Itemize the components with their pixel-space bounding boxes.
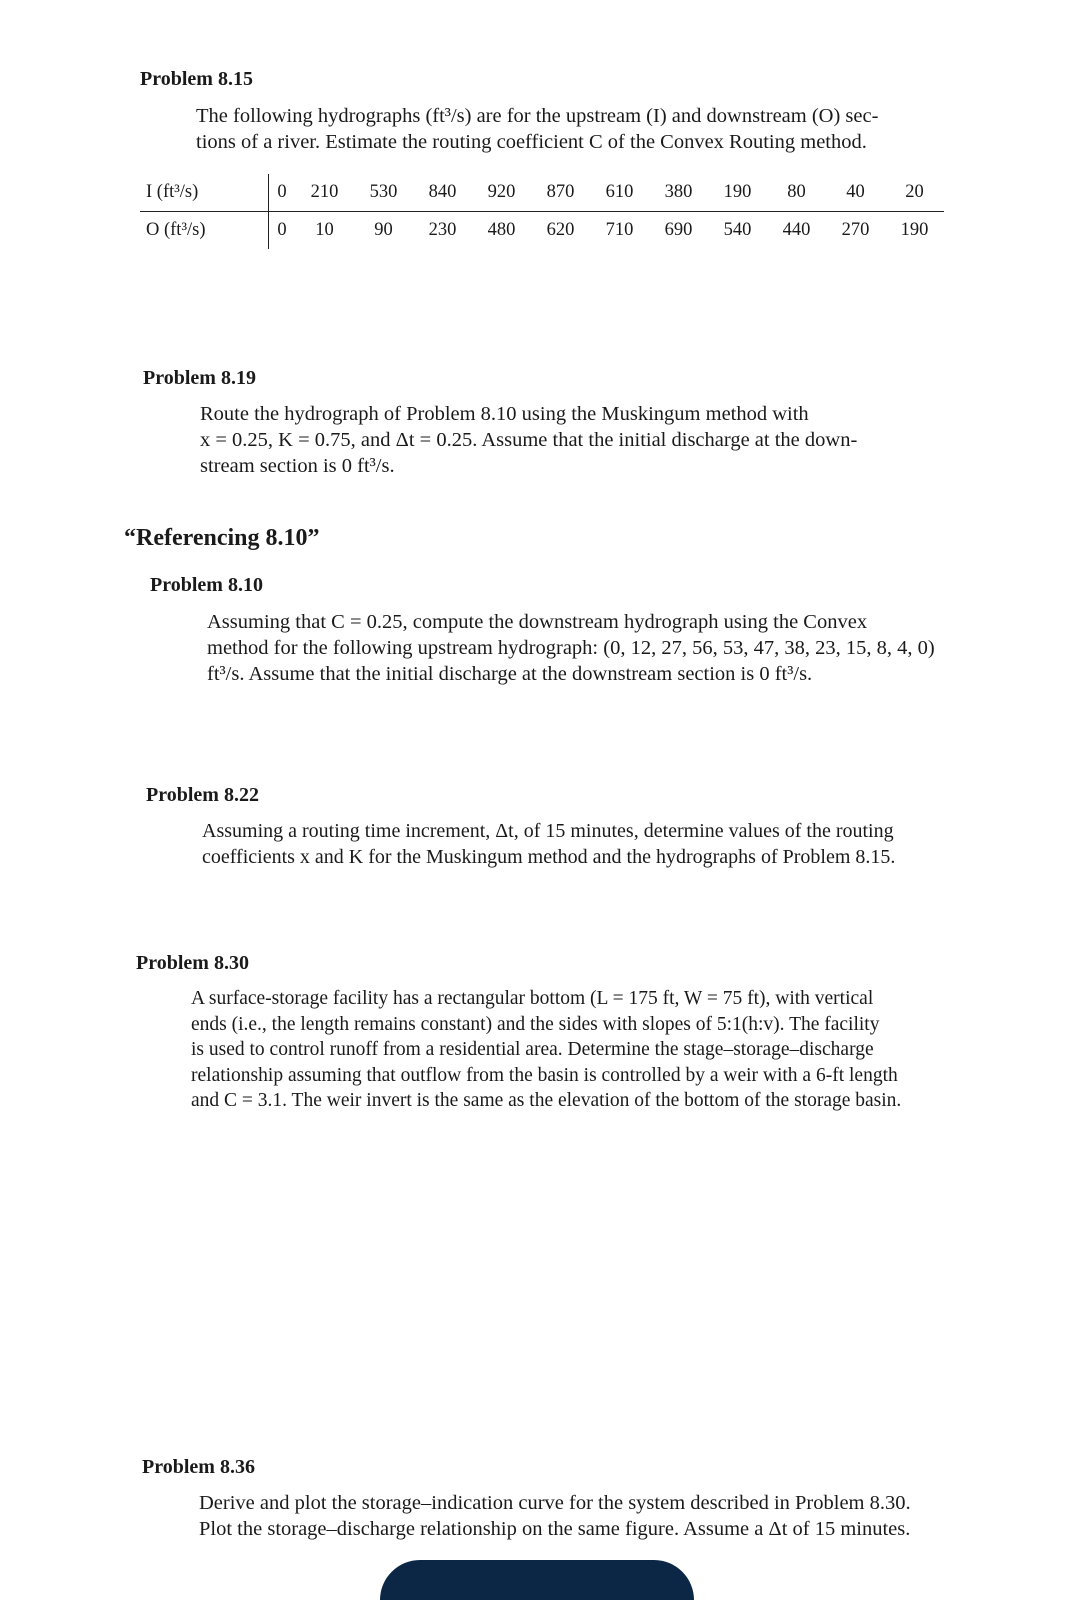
outflow-value: 440: [782, 220, 811, 240]
inflow-value: 920: [472, 174, 531, 212]
problem-8-19-heading: Problem 8.19: [143, 367, 256, 389]
inflow-label: I (ft³/s): [140, 174, 269, 212]
problem-8-22-heading: Problem 8.22: [146, 784, 259, 806]
inflow-value: 210: [295, 174, 354, 212]
problem-8-19-text: [200, 401, 997, 479]
inflow-value: 870: [531, 174, 590, 212]
hydrograph-table: [140, 174, 944, 249]
problem-8-10-heading: Problem 8.10: [150, 574, 263, 596]
problem-8-36-line-1: Derive and plot the storage–indication curve for the system described in Problem 8.30.: [199, 1492, 911, 1514]
referencing-heading: “Referencing 8.10”: [124, 525, 320, 551]
problem-8-30-line-3: is used to control runoff from a residential area. Determine the stage–storage–discharge: [191, 1039, 874, 1060]
problem-8-10-line-1: Assuming that C = 0.25, compute the downstream hydrograph using the Convex: [207, 611, 868, 633]
inflow-value: 20: [885, 174, 944, 212]
problem-8-30-heading: Problem 8.30: [136, 952, 249, 974]
problem-8-22-text: [202, 818, 895, 870]
problem-8-22-line-2: coefficients x and K for the Muskingum method and the hydrographs of Problem 8.15.: [202, 846, 896, 868]
problem-8-36-text: [199, 1490, 911, 1542]
outflow-value: 0: [269, 212, 296, 250]
inflow-value: 40: [826, 174, 885, 212]
problem-8-15-line-1: The following hydrographs (ft³/s) are for the upstream (I) and downstream (O) sec-: [196, 105, 879, 127]
inflow-value: 0: [269, 174, 296, 212]
inflow-value: 80: [767, 174, 826, 212]
problem-8-22-line-1: Assuming a routing time increment, Δt, of 15 minutes, determine values of the routing: [202, 820, 894, 842]
outflow-value: 270: [841, 220, 870, 240]
problem-8-36-line-2: Plot the storage–discharge relationship on the same figure. Assume a Δt of 15 minutes.: [199, 1518, 911, 1540]
inflow-value: 190: [708, 174, 767, 212]
outflow-label: O (ft³/s): [146, 220, 206, 240]
problem-8-30-text: [191, 986, 901, 1114]
inflow-value: 380: [649, 174, 708, 212]
problem-8-30-line-4: relationship assuming that outflow from the basin is controlled by a weir with a 6-ft length: [191, 1064, 898, 1086]
outflow-value: 690: [664, 220, 693, 240]
inflow-value: 840: [413, 174, 472, 212]
problem-8-19-line-2: x = 0.25, K = 0.75, and Δt = 0.25. Assume that the initial discharge at the down-: [200, 429, 858, 451]
outflow-value: 90: [374, 220, 393, 240]
problem-8-30-line-1: A surface-storage facility has a rectangular bottom (L = 175 ft, W = 75 ft), with vertical: [191, 988, 874, 1009]
problem-8-10-line-2: method for the following upstream hydrograph: (0, 12, 27, 56, 53, 47, 38, 23, 15, 8, 4, 0): [207, 637, 935, 659]
outflow-row: [140, 212, 944, 250]
outflow-value: 480: [487, 220, 516, 240]
bottom-bar: [380, 1560, 694, 1600]
problem-8-30-line-2: ends (i.e., the length remains constant) and the sides with slopes of 5:1(h:v). The facility: [191, 1013, 880, 1035]
inflow-value: 530: [354, 174, 413, 212]
problem-8-10-line-3: ft³/s. Assume that the initial discharge at the downstream section is 0 ft³/s.: [207, 663, 813, 685]
outflow-value: 540: [723, 220, 752, 240]
inflow-value: 610: [590, 174, 649, 212]
outflow-value: 710: [605, 220, 634, 240]
problem-8-15-heading: Problem 8.15: [140, 68, 253, 90]
problem-8-30-line-5: and C = 3.1. The weir invert is the same as the elevation of the bottom of the storage basin.: [191, 1090, 902, 1111]
outflow-value: 230: [428, 220, 457, 240]
problem-8-10-text: [207, 609, 1007, 687]
problem-8-19-line-1: Route the hydrograph of Problem 8.10 using the Muskingum method with: [200, 403, 809, 425]
outflow-value: 10: [315, 220, 334, 240]
problem-8-15-text: [196, 103, 878, 155]
outflow-value: 620: [546, 220, 575, 240]
problem-8-36-heading: Problem 8.36: [142, 1456, 255, 1478]
problem-8-19-line-3: stream section is 0 ft³/s.: [200, 455, 395, 477]
inflow-row: [140, 174, 944, 212]
outflow-value: 190: [900, 220, 929, 240]
problem-8-15-line-2: tions of a river. Estimate the routing coefficient C of the Convex Routing method.: [196, 131, 867, 153]
